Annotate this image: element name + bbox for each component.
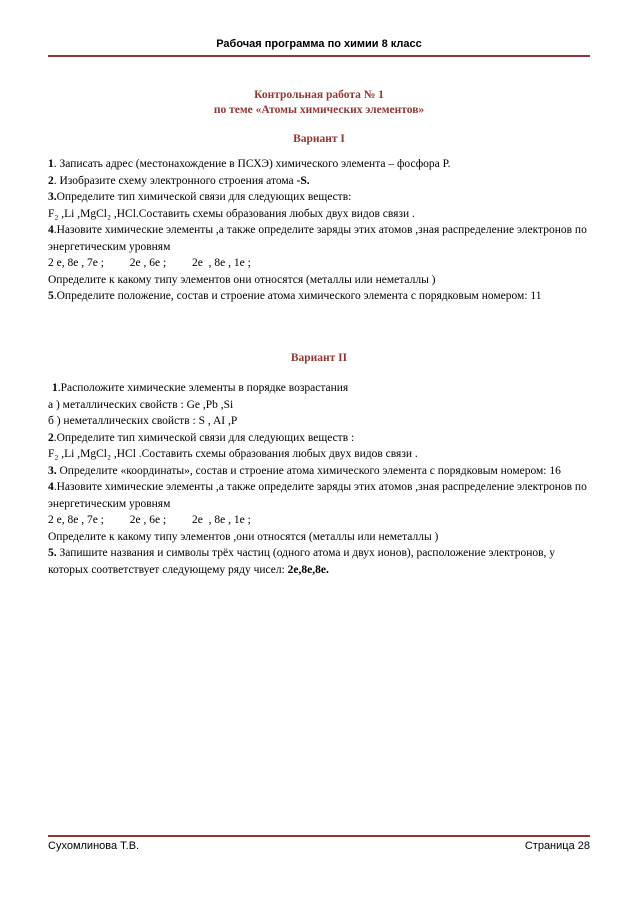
v2-question-1 [48, 380, 598, 397]
footer-author: Сухомлинова Т.В. [48, 840, 140, 852]
v1-q2-bold: -S. [296, 174, 310, 187]
v1-q4-type: Определите к какому типу элементов они относятся (металлы или неметаллы ) [48, 273, 436, 286]
v2-q3-number: 3. [48, 464, 57, 477]
v2-q4-number: 4 [48, 481, 54, 493]
v2-q4-levels: 2 е, 8е , 7е ; 2е , 6е ; 2е , 8е , 1е ; [48, 514, 251, 526]
v2-q1-text: .Расположите химические элементы в порядке возрастания [57, 382, 349, 394]
v1-q1-number: 1 [48, 158, 54, 170]
v2-question-3 [48, 463, 598, 480]
page-header: Рабочая программа по химии 8 класс [216, 38, 422, 50]
test-title [48, 88, 590, 118]
v2-q5-bold: 2е,8е,8е. [287, 563, 329, 576]
variant2-title: Вариант II [290, 352, 348, 364]
v1-q5-number: 5 [48, 290, 54, 302]
v1-q4-number: 4 [48, 224, 54, 236]
v2-q2-formula: F₂ ,Li ,MgCl₂ ,HCl .Составить схемы образования любых двух видов связи . [48, 448, 418, 460]
v2-q5-text: Запишите названия и символы трёх частиц (одного атома и двух ионов), расположение электронов, у которых соответствует следующему ряду чисел: [48, 547, 556, 576]
v1-q3-formula: F₂ ,Li ,MgCl₂ ,HCl.Составить схемы образования любых двух видов связи . [48, 207, 415, 220]
v2-question-4 [48, 479, 598, 512]
v1-q3-text: Определите тип химической связи для следующих веществ: [56, 191, 352, 203]
v1-q5-text: .Определите положение, состав и строение атома химического элемента с порядковым номером: 11 [53, 290, 542, 302]
v1-q4-levels: 2 е, 8е , 7е ; 2е , 6е ; 2е , 8е , 1е ; [48, 257, 251, 269]
v2-q4-type: Определите к какому типу элементов ,они относятся (металлы или неметаллы ) [48, 530, 439, 543]
header-divider [48, 55, 590, 57]
footer-page-number: Страница 28 [524, 840, 590, 852]
v1-question-5 [48, 288, 598, 305]
variant1-title: Вариант I [293, 133, 345, 145]
v1-question-2 [48, 173, 598, 190]
v1-q1-text: . Записать адрес (местонахождение в ПСХЭ) химического элемента – фосфора Р. [53, 158, 451, 170]
v1-question-4 [48, 222, 598, 255]
v2-q2-number: 2 [48, 431, 54, 444]
v2-question-2 [48, 430, 598, 447]
v1-q3-number: 3. [48, 191, 57, 203]
v1-q4-text: .Назовите химические элементы ,а также определите заряды этих атомов ,зная распределение электронов по энергетическим уровням [48, 224, 587, 253]
v2-q1-number: 1 [52, 382, 58, 394]
test-title-line1: Контрольная работа № 1 [254, 89, 384, 101]
v2-q4-text: .Назовите химические элементы ,а также определите заряды этих атомов ,зная распределение электронов по энергетическим уровням [48, 481, 587, 510]
v1-q2-text: . Изобразите схему электронного строения атома [53, 174, 297, 187]
v2-question-5 [48, 545, 598, 578]
v2-q5-number: 5. [48, 547, 57, 559]
variant2-questions [48, 380, 598, 578]
page-footer [48, 840, 590, 852]
v1-question-3 [48, 189, 598, 206]
v2-q1-b: б ) неметаллических свойств : S , AI ,P [48, 415, 238, 427]
v1-question-1 [48, 156, 598, 173]
v2-q2-text: .Определите тип химической связи для следующих веществ : [53, 431, 355, 444]
footer-divider [48, 835, 590, 837]
test-title-line2: по теме «Атомы химических элементов» [213, 104, 425, 116]
v1-q2-number: 2 [48, 174, 54, 187]
v2-q1-a: а ) металлических свойств : Ge ,Pb ,Si [48, 398, 234, 411]
variant1-questions [48, 156, 598, 305]
v2-q3-text: Определите «координаты», состав и строение атома химического элемента с порядковым номером: 16 [56, 464, 561, 477]
